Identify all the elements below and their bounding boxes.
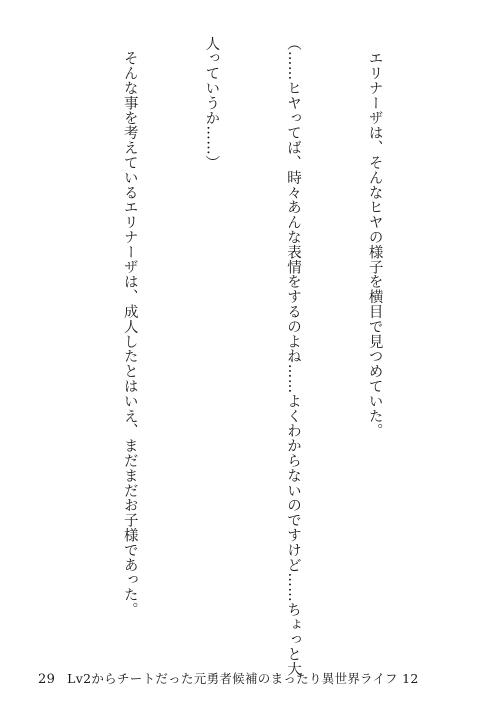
page-number: 29	[38, 672, 56, 687]
text-line-3: 人っていうか……）	[203, 36, 220, 171]
vertical-text-body	[0, 36, 442, 677]
text-line-4: そんな事を考えているエリナーザは、成人したとはいえ、まだまだお子様であった。	[121, 36, 138, 618]
page-footer	[38, 669, 419, 687]
text-line-1: エリナーザは、そんなヒヤの様子を横目で見つめていた。	[366, 36, 383, 439]
section-break-ornament	[0, 36, 61, 646]
book-title: Lv2からチートだった元勇者候補のまったり異世界ライフ 12	[67, 671, 419, 686]
text-line-2: （……ヒヤってば、時々あんな表情をするのよね……よくわからないのですけど……ちょっと大	[284, 36, 301, 677]
